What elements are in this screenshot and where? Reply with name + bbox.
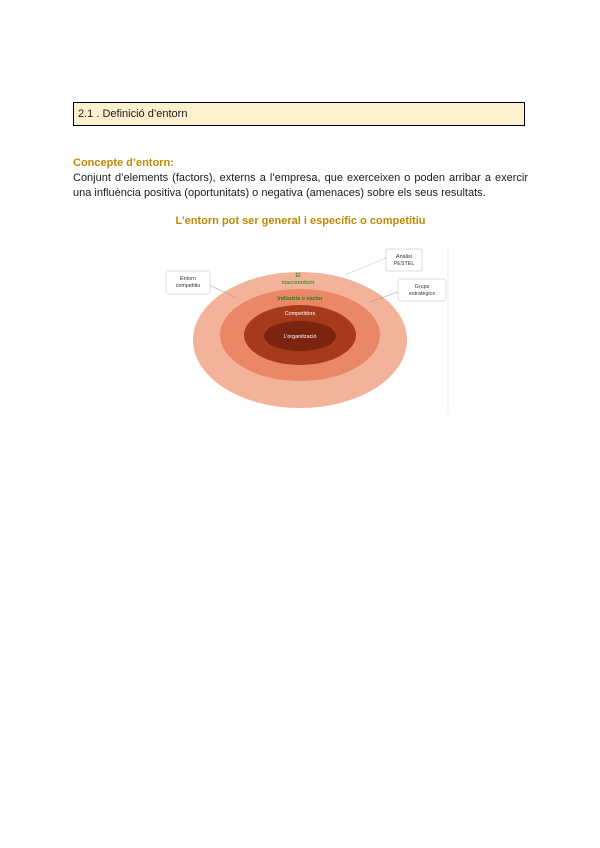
- section-heading-box: [73, 102, 525, 126]
- callout-pestel-box: [386, 249, 422, 271]
- macroenvironment-label-2: macroentorn: [281, 280, 315, 286]
- concept-title: Concepte d’entorn:: [73, 157, 174, 169]
- callout-competitive-label-2: competitiu: [175, 283, 201, 289]
- section-heading: 2.1 . Definició d’entorn: [78, 108, 188, 120]
- diagram-title: L’entorn pot ser general i específic o competitiu: [175, 215, 426, 227]
- concept-definition: Conjunt d’elements (factors), externs a l’empresa, que exerceixen o poden arribar a exercir una influència positiva (oportunitats) o negativa (amenaces) sobre els seus resultats.: [73, 172, 528, 199]
- macroenvironment-label-1: El: [295, 273, 301, 279]
- callout-competitive-label-1: Entorn: [180, 276, 196, 282]
- callout-pestel-label-2: PESTEL: [393, 261, 415, 267]
- callout-groups-label-2: estratègics: [408, 291, 436, 297]
- environment-diagram: [160, 245, 450, 412]
- callout-groups-label-1: Grups: [414, 284, 430, 290]
- callout-pestel-label-1: Anàlisi: [396, 254, 412, 260]
- callout-groups-box: [398, 279, 446, 301]
- competitors-label: Competidors: [284, 311, 316, 317]
- industry-label: Indústria o sector: [277, 296, 323, 302]
- organization-label: L’organització: [283, 334, 317, 340]
